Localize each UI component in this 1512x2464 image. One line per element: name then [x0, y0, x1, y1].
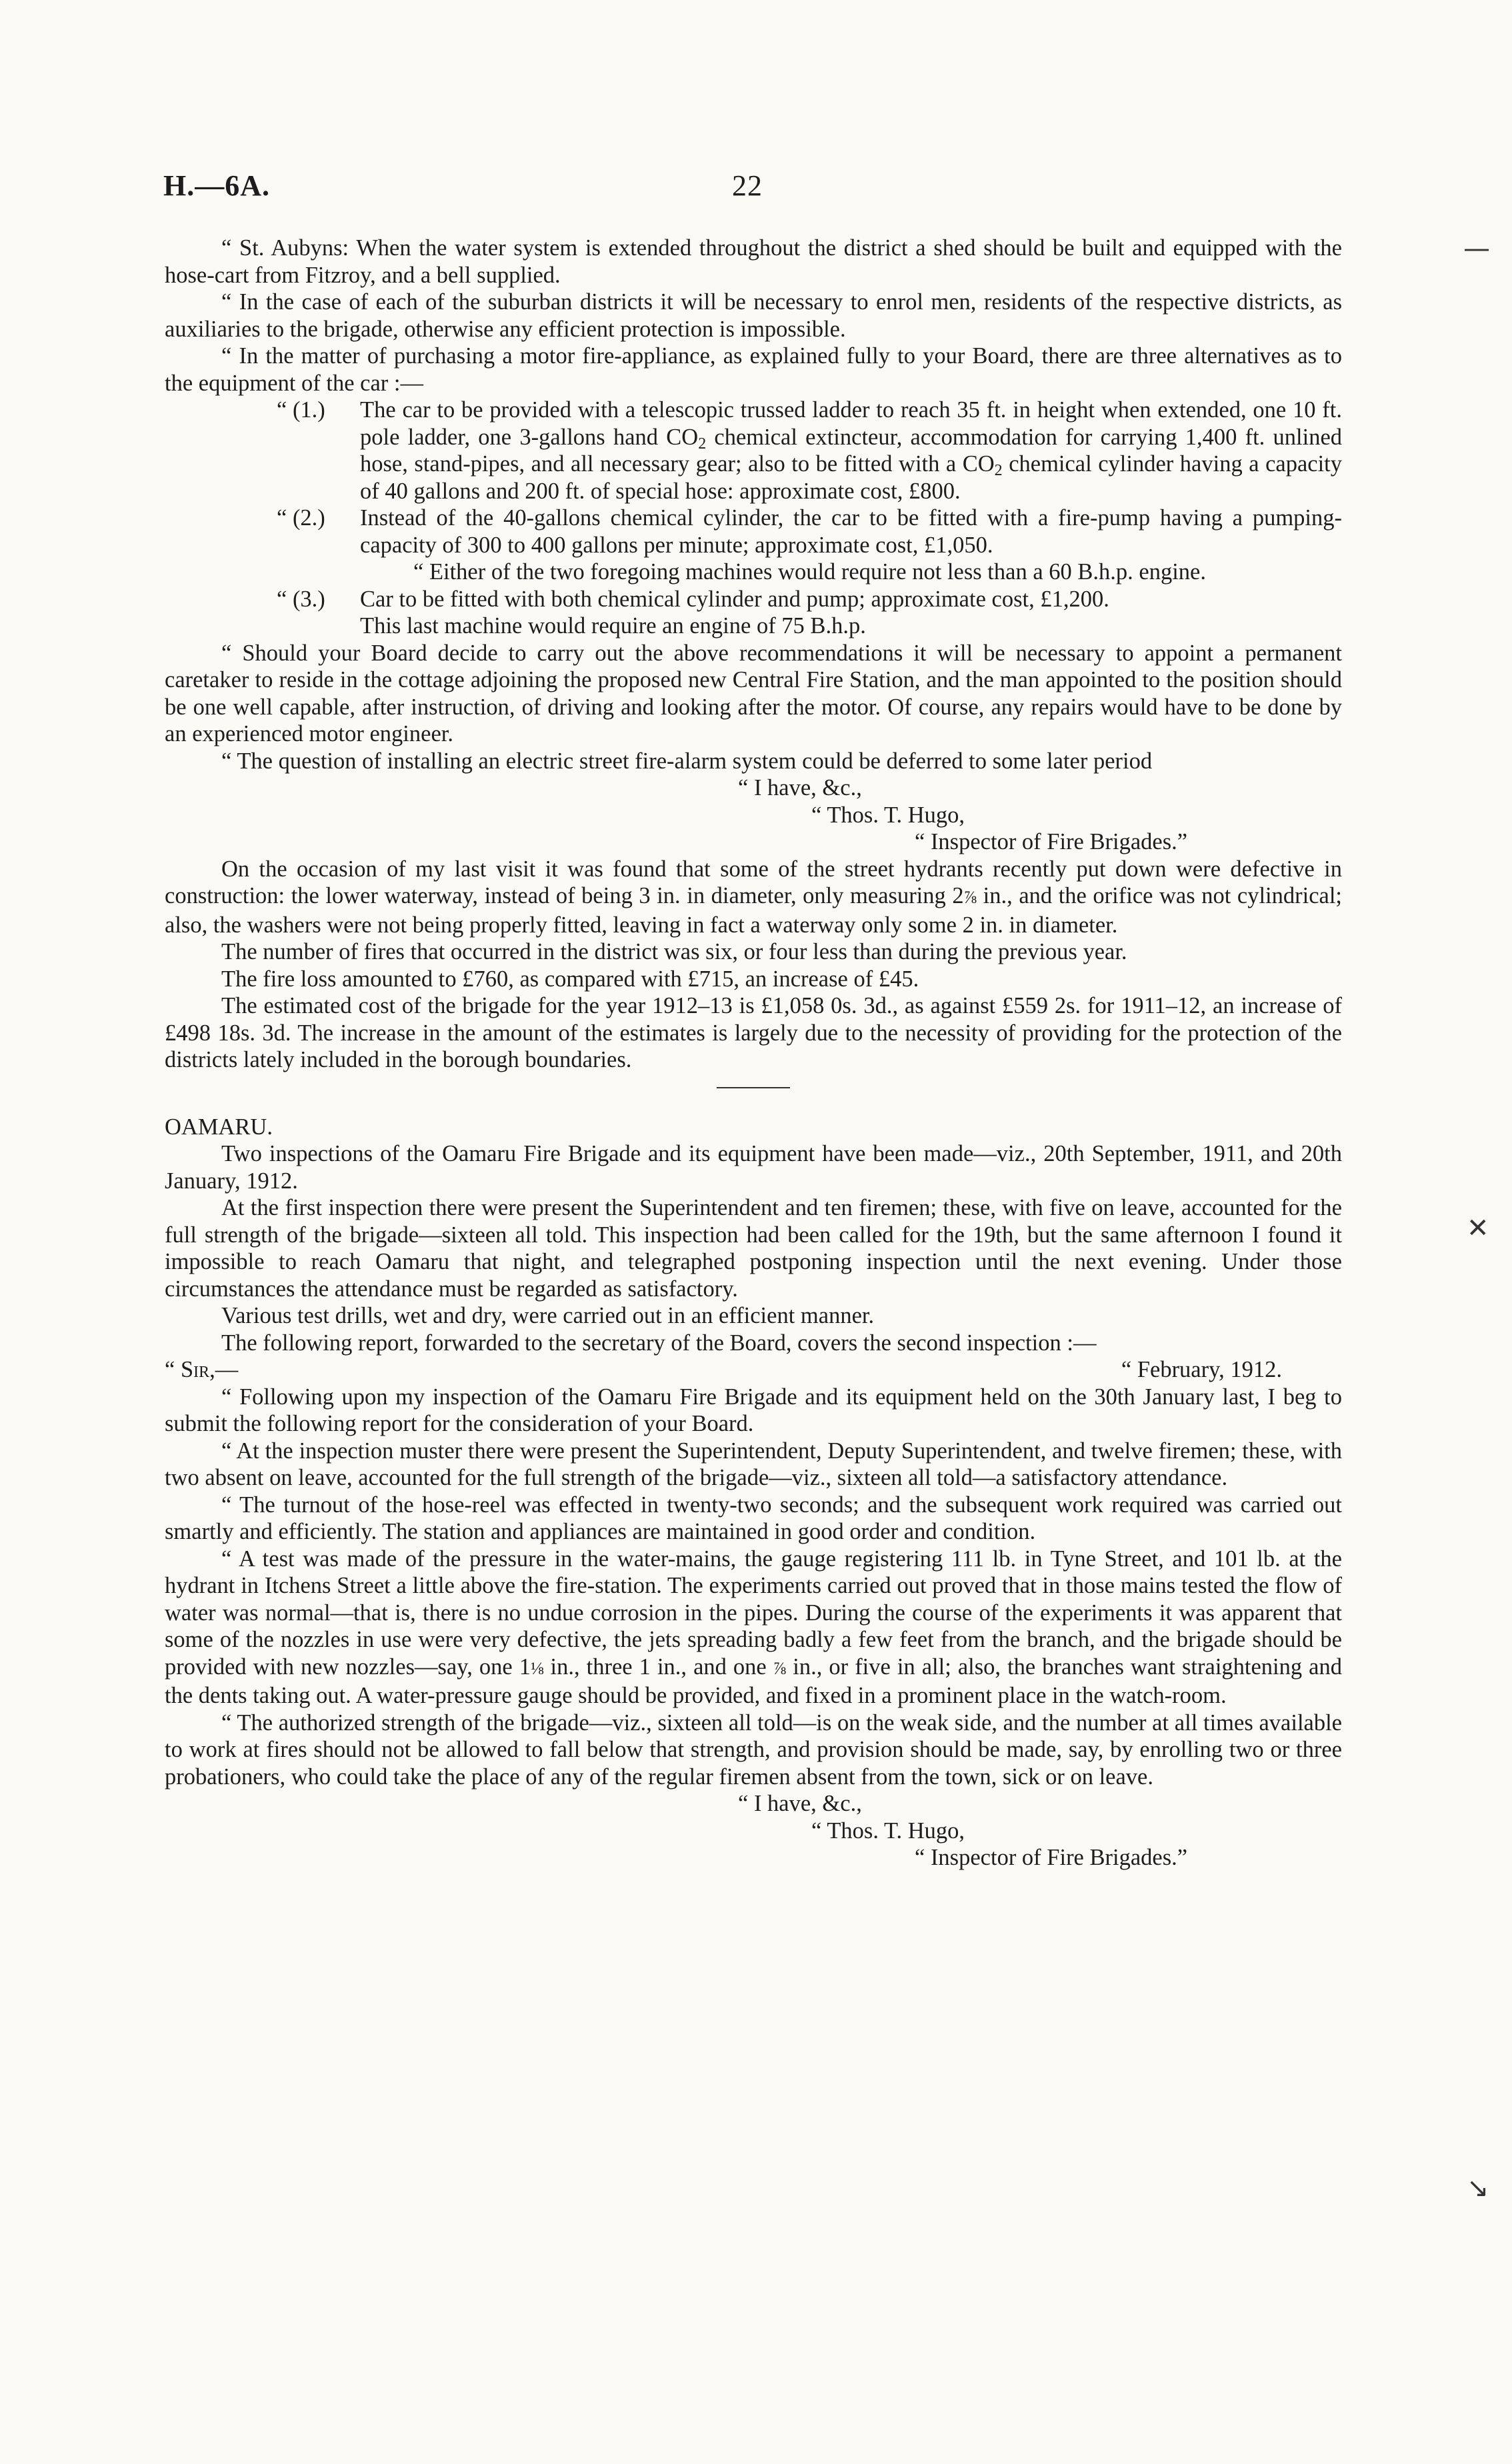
item-text: Instead of the 40-gallons chemical cylinder, the car to be fitted with a fire-pump having a pumping-capacity of 300 to 400 gallons per minute; approximate cost, £1,050. [360, 505, 1342, 558]
report-paragraph-muster: “ At the inspection muster there were present the Superintendent, Deputy Superintendent, and twelve firemen; these, with two absent on leave, accounted for the full strength of the brigade—viz., sixteen all told—a satisfactory attendance. [165, 1438, 1342, 1490]
report-paragraph-turnout: “ The turnout of the hose-reel was effected in twenty-two seconds; and the subsequent work required was carried out smartly and efficiently. The station and appliances are maintained in good order and condition. [165, 1492, 1342, 1544]
report-paragraph-pressure-test: “ A test was made of the pressure in the water-mains, the gauge registering 111 lb. in Tyne Street, and 101 lb. at the hydrant in Itchens Street a little above the fire-station. The experiments carried out proved that in those mains tested the flow of water was normal—that is, there is no undue corrosion in the pipes. During the course of the experiments it was apparent that some of the nozzles in use were very defective, the jets spreading badly a few feet from the branch, and the brigade should be provided with new nozzles—say, one 1⅛ in., three 1 in., and one ⅞ in., or five in all; also, the branches want straightening and the dents taking out. A water-pressure gauge should be provided, and fixed in a prominent place in the watch-room. [165, 1546, 1342, 1708]
margin-mark: ✕ [1467, 1213, 1489, 1244]
alternative-1 [165, 397, 1342, 505]
paragraph-motor-appliance: “ In the matter of purchasing a motor fire-appliance, as explained fully to your Board, there are three alternatives as to the equipment of the car :— [165, 343, 1342, 396]
item-text: The car to be provided with a telescopic trussed ladder to reach 35 ft. in height when extended, one 10 ft. pole ladder, one 3-gallons hand $CO_2$ chemical extincteur, accommodation for carrying 1,400 ft. unlined hose, stand-pipes, and all necessary gear; also to be fitted with a $CO_2$ chemical cylinder having a capacity of 40 gallons and 200 ft. of special hose: approximate cost, £800. [360, 397, 1343, 504]
signature-name: “ Thos. T. Hugo, [811, 802, 965, 828]
item-number: “ (2.) [277, 505, 325, 531]
page-body [165, 235, 1342, 1871]
section-divider [717, 1087, 790, 1088]
paragraph-hydrants: On the occasion of my last visit it was found that some of the street hydrants recently put down were defective in construction: the lower waterway, instead of being 3 in. in diameter, only measuring 2⅞ in., and the orifice was not cylindrical; also, the washers were not being properly fitted, leaving in fact a waterway only some 2 in. in diameter. [165, 856, 1342, 938]
paragraph-st-aubyns: “ St. Aubyns: When the water system is extended throughout the district a shed should be built and equipped with the hose-cart from Fitzroy, and a bell supplied. [165, 235, 1342, 288]
paragraph-caretaker: “ Should your Board decide to carry out the above recommendations it will be necessary to appoint a permanent caretaker to reside in the cottage adjoining the proposed new Central Fire Station, and the man appointed to the position should be one well capable, after instruction, of driving and looking after the motor. Of course, any repairs would have to be done by an experienced motor engineer. [165, 640, 1342, 746]
alternative-3-note: This last machine would require an engine of 75 B.h.p. [360, 613, 866, 638]
paragraph-suburban-districts: “ In the case of each of the suburban districts it will be necessary to enrol men, residents of the respective districts, as auxiliaries to the brigade, otherwise any efficient protection is impossible. [165, 289, 1342, 342]
item-number: “ (1.) [277, 397, 325, 423]
page-number: 22 [732, 169, 763, 202]
report-code: H.—6A. [163, 169, 270, 202]
margin-mark: — [1463, 233, 1490, 264]
alternative-2 [165, 505, 1342, 559]
letter-date: “ February, 1912. [1121, 1357, 1282, 1382]
section-heading-oamaru: OAMARU. [165, 1114, 273, 1140]
report-paragraph-inspection: “ Following upon my inspection of the Oamaru Fire Brigade and its equipment held on the 30th January last, I beg to submit the following report for the consideration of your Board. [165, 1384, 1342, 1436]
signature-name: “ Thos. T. Hugo, [811, 1818, 965, 1844]
sign-off: “ I have, &c., [738, 1791, 862, 1816]
paragraph-estimated-cost: The estimated cost of the brigade for the year 1912–13 is £1,058 0s. 3d., as against £559 2s. for 1911–12, an increase of £498 18s. 3d. The increase in the amount of the estimates is largely due to the necessity of providing for the protection of the districts lately included in the borough boundaries. [165, 993, 1342, 1072]
paragraph-first-inspection: At the first inspection there were present the Superintendent and ten firemen; these, with five on leave, accounted for the full strength of the brigade—sixteen all told. This inspection had been called for the 19th, but the same afternoon I found it impossible to reach Oamaru that night, and telegraphed postponing inspection until the next evening. Under those circumstances the attendance must be regarded as satisfactory. [165, 1195, 1342, 1302]
paragraph-fire-loss: The fire loss amounted to £760, as compared with £715, an increase of £45. [221, 966, 919, 992]
alternatives-note: “ Either of the two foregoing machines would require not less than a 60 B.h.p. engine. [413, 559, 1206, 585]
sign-off: “ I have, &c., [738, 775, 862, 800]
signature-title: “ Inspector of Fire Brigades.” [915, 829, 1188, 854]
salutation: “ Sir,— [165, 1357, 239, 1382]
paragraph-fires: The number of fires that occurred in the district was six, or four less than during the previous year. [221, 939, 1127, 964]
item-text: Car to be fitted with both chemical cylinder and pump; approximate cost, £1,200. [360, 586, 1109, 612]
margin-mark: ↘ [1467, 2173, 1489, 2203]
paragraph-oamaru-inspections: Two inspections of the Oamaru Fire Brigade and its equipment have been made—viz., 20th September, 1911, and 20th January, 1912. [165, 1141, 1342, 1194]
paragraph-test-drills: Various test drills, wet and dry, were carried out in an efficient manner. [221, 1303, 875, 1328]
paragraph-fire-alarm: “ The question of installing an electric street fire-alarm system could be deferred to some later period [221, 748, 1153, 774]
item-number: “ (3.) [277, 586, 325, 612]
report-paragraph-strength: “ The authorized strength of the brigade—viz., sixteen all told—is on the weak side, and the number at all times available to work at fires should not be allowed to fall below that strength, and provision should be made, say, by enrolling two or three probationers, who could take the place of any of the regular firemen absent from the town, sick or on leave. [165, 1710, 1342, 1790]
paragraph-following-report: The following report, forwarded to the secretary of the Board, covers the second inspection :— [221, 1330, 1097, 1356]
signature-title: “ Inspector of Fire Brigades.” [915, 1845, 1188, 1870]
alternative-3 [165, 586, 1342, 613]
letter-heading [165, 1356, 1342, 1384]
